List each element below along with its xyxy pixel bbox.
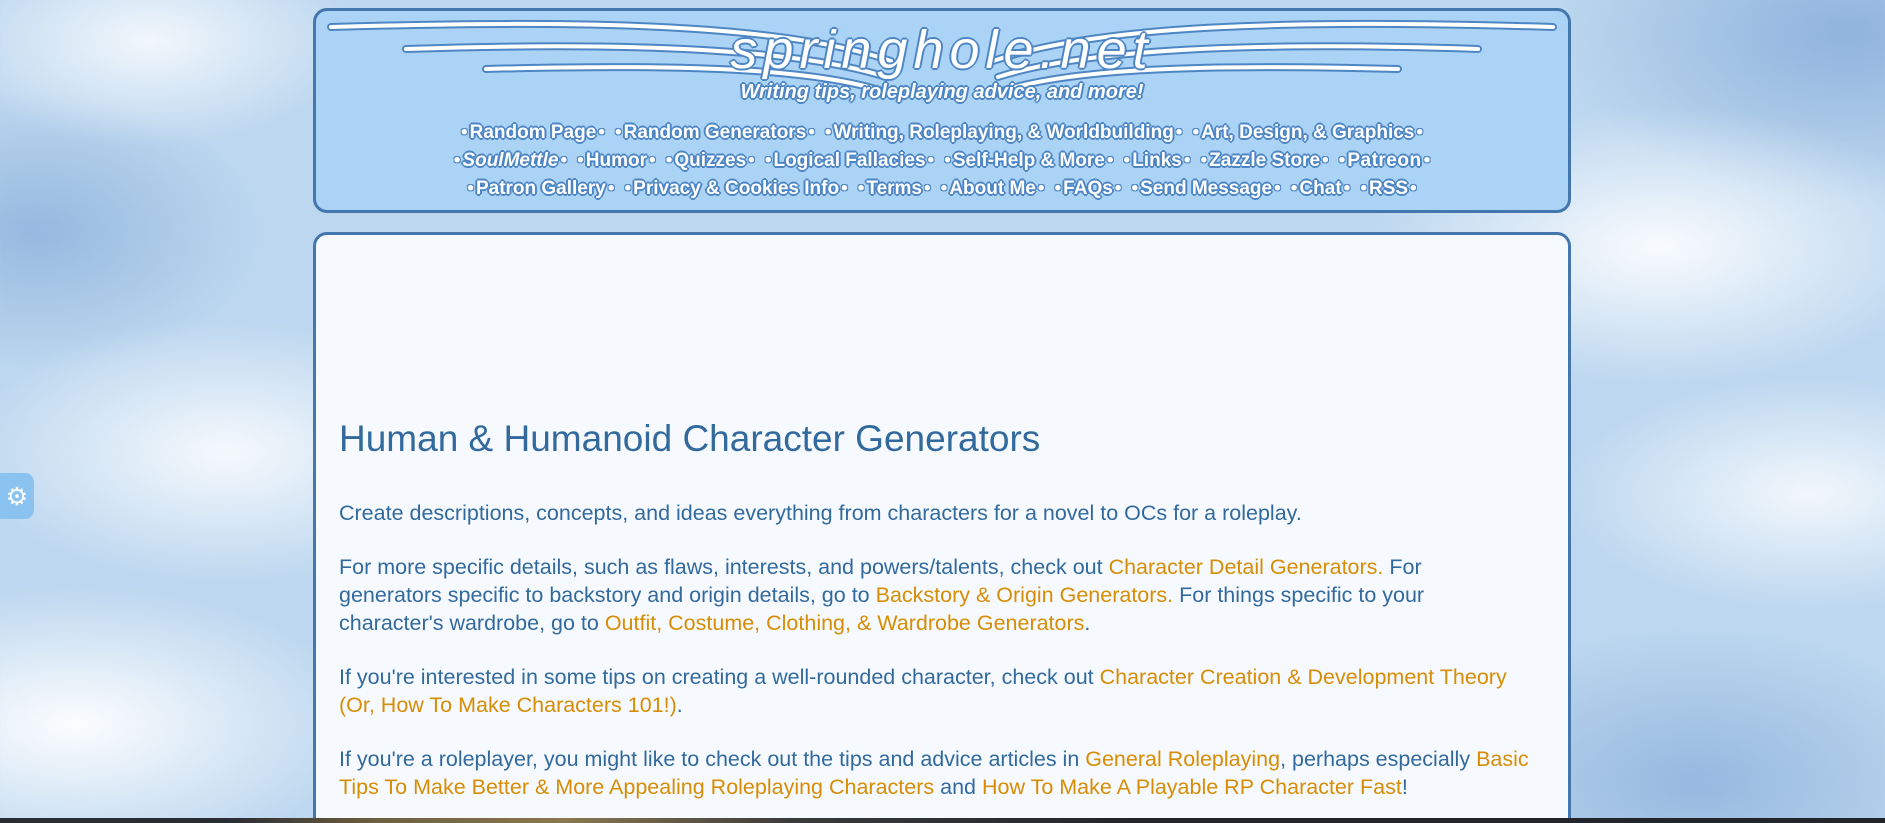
bullet-separator: • <box>1037 178 1045 199</box>
article-body <box>339 499 1530 801</box>
nav-link-random-generators[interactable]: Random Generators <box>623 122 807 143</box>
nav-item <box>940 178 1045 199</box>
text-run: If you're a roleplayer, you might like to check out the tips and advice articles in <box>339 747 1086 771</box>
site-header <box>313 8 1571 213</box>
nav-item <box>857 178 931 199</box>
nav-row <box>316 175 1568 203</box>
nav-item <box>1200 150 1329 171</box>
nav-row <box>316 119 1568 147</box>
bullet-separator: • <box>1131 178 1139 199</box>
bullet-separator: • <box>857 178 865 199</box>
nav-item <box>1290 178 1351 199</box>
text-run: If you're interested in some tips on creating a well-rounded character, check out <box>339 665 1100 689</box>
bullet-separator: • <box>924 178 931 199</box>
bullet-separator: • <box>748 150 755 171</box>
nav-link-self-help-more[interactable]: Self-Help & More <box>952 150 1105 171</box>
nav <box>316 111 1568 203</box>
bullet-separator: • <box>944 150 951 171</box>
nav-item <box>764 150 935 171</box>
nav-link-faqs[interactable]: FAQs <box>1063 178 1113 199</box>
content-link[interactable]: Character Detail Generators. <box>1108 555 1384 579</box>
nav-row <box>316 147 1568 175</box>
nav-link-art-design-graphics[interactable]: Art, Design, & Graphics <box>1201 122 1415 143</box>
bullet-separator: • <box>1423 150 1431 171</box>
settings-tab[interactable] <box>0 473 34 519</box>
bullet-separator: • <box>665 150 673 171</box>
nav-link-rss[interactable]: RSS <box>1368 178 1409 199</box>
bullet-separator: • <box>1360 178 1367 199</box>
nav-link-links[interactable]: Links <box>1132 150 1182 171</box>
nav-link-soulmettle[interactable]: SoulMettle <box>462 150 559 171</box>
nav-item <box>467 178 615 199</box>
bullet-separator: • <box>598 122 605 143</box>
nav-item <box>1360 178 1417 199</box>
bullet-separator: • <box>764 150 772 171</box>
bullet-separator: • <box>577 150 584 171</box>
nav-link-terms[interactable]: Terms <box>866 178 922 199</box>
bullet-separator: • <box>560 150 568 171</box>
nav-link-about-me[interactable]: About Me <box>949 178 1036 199</box>
main-content <box>313 232 1571 823</box>
content-link[interactable]: General Roleplaying <box>1085 747 1281 771</box>
empty-ad-space <box>339 235 1530 417</box>
site-logo[interactable] <box>316 11 1568 111</box>
nav-link-humor[interactable]: Humor <box>585 150 648 171</box>
bullet-separator: • <box>1183 150 1191 171</box>
text-run: Create descriptions, concepts, and ideas everything from characters for a novel to OCs for a roleplay. <box>339 501 1302 525</box>
nav-link-random-page[interactable]: Random Page <box>469 122 597 143</box>
bullet-separator: • <box>624 178 632 199</box>
bullet-separator: • <box>1274 178 1281 199</box>
text-run: For generators specific to backstory and origin details, go to <box>339 555 1422 607</box>
nav-item <box>1054 178 1122 199</box>
bullet-separator: • <box>1175 122 1183 143</box>
paragraph <box>339 745 1530 801</box>
content-link[interactable]: Backstory & Origin Generators. <box>875 583 1174 607</box>
bullet-separator: • <box>1290 178 1298 199</box>
text-run: . <box>676 693 683 717</box>
nav-link-chat[interactable]: Chat <box>1299 178 1342 199</box>
content-link[interactable]: Character Creation & Development Theory (Or, How To Make Characters 101!) <box>339 665 1507 717</box>
bullet-separator: • <box>940 178 948 199</box>
bullet-separator: • <box>649 150 656 171</box>
paragraph <box>339 663 1530 719</box>
bullet-separator: • <box>824 122 832 143</box>
bullet-separator: • <box>453 150 461 171</box>
bullet-separator: • <box>1114 178 1122 199</box>
nav-item <box>665 150 755 171</box>
bullet-separator: • <box>614 122 622 143</box>
bullet-separator: • <box>607 178 615 199</box>
bullet-separator: • <box>1054 178 1062 199</box>
bullet-separator: • <box>1410 178 1417 199</box>
bullet-separator: • <box>1192 122 1200 143</box>
text-run: . <box>1084 611 1091 635</box>
bullet-separator: • <box>808 122 815 143</box>
content-link[interactable]: Basic Tips To Make Better & More Appealing Roleplaying Characters <box>339 747 1529 799</box>
nav-link-patreon[interactable]: Patreon <box>1347 150 1422 171</box>
nav-link-logical-fallacies[interactable]: Logical Fallacies <box>773 150 926 171</box>
paragraph <box>339 553 1530 637</box>
nav-item <box>614 122 815 143</box>
bullet-separator: • <box>1338 150 1346 171</box>
nav-link-writing-roleplaying-worldbuilding[interactable]: Writing, Roleplaying, & Worldbuilding <box>833 122 1174 143</box>
bullet-separator: • <box>841 178 848 199</box>
bullet-separator: • <box>1416 122 1424 143</box>
nav-link-quizzes[interactable]: Quizzes <box>674 150 747 171</box>
logo-tagline: Writing tips, roleplaying advice, and more! <box>740 81 1144 103</box>
nav-link-privacy-cookies-info[interactable]: Privacy & Cookies Info <box>633 178 840 199</box>
nav-item <box>944 150 1114 171</box>
nav-item <box>624 178 848 199</box>
bullet-separator: • <box>927 150 935 171</box>
text-run: For things specific to your character's wardrobe, go to <box>339 583 1425 635</box>
nav-item <box>577 150 656 171</box>
gear-icon: ⚙ <box>5 481 29 511</box>
text-run: , perhaps especially <box>1280 747 1477 771</box>
page-title: Human & Humanoid Character Generators <box>339 418 1041 459</box>
bullet-separator: • <box>1322 150 1329 171</box>
nav-item <box>824 122 1183 143</box>
nav-item <box>1123 150 1191 171</box>
bullet-separator: • <box>467 178 474 199</box>
content-link[interactable]: How To Make A Playable RP Character Fast <box>981 775 1402 799</box>
logo-title: springhole.net <box>730 20 1154 80</box>
bullet-separator: • <box>1343 178 1351 199</box>
nav-link-patron-gallery[interactable]: Patron Gallery <box>475 178 606 199</box>
taskbar-edge <box>0 818 1885 823</box>
nav-item <box>1131 178 1281 199</box>
nav-item <box>453 150 568 171</box>
bullet-separator: • <box>1123 150 1131 171</box>
nav-link-zazzle-store[interactable]: Zazzle Store <box>1209 150 1321 171</box>
bullet-separator: • <box>460 122 468 143</box>
text-run: ! <box>1401 775 1408 799</box>
nav-item <box>1338 150 1431 171</box>
nav-item <box>1192 122 1424 143</box>
content-link[interactable]: Outfit, Costume, Clothing, & Wardrobe Generators <box>604 611 1085 635</box>
nav-link-send-message[interactable]: Send Message <box>1140 178 1273 199</box>
nav-item <box>460 122 605 143</box>
bullet-separator: • <box>1200 150 1208 171</box>
text-run: and <box>934 775 982 799</box>
bullet-separator: • <box>1106 150 1114 171</box>
text-run: For more specific details, such as flaws, interests, and powers/talents, check out <box>339 555 1109 579</box>
paragraph <box>339 499 1530 527</box>
